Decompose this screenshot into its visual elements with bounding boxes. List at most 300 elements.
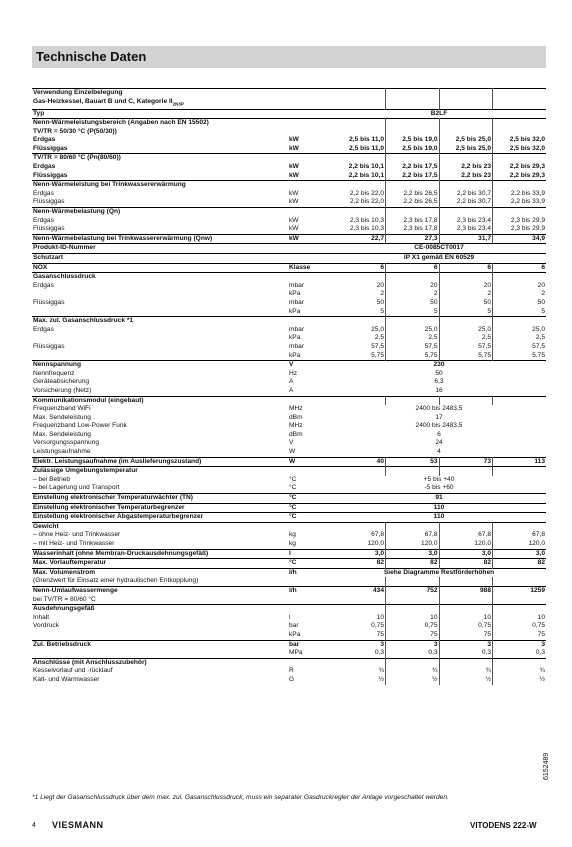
row-value — [386, 128, 440, 137]
table-row — [32, 326, 546, 335]
row-label: Erdgas — [33, 163, 56, 171]
footnote: *1 Liegt der Gasanschlussdruck über dem max. zul. Gasanschlussdruck, muss ein separater Gasdruckregler der Anlage vorgeschaltet werden. — [32, 794, 449, 801]
row-value: 3 — [332, 640, 386, 649]
row-value: 20 — [439, 282, 493, 291]
row-value: 2,3 bis 29,9 — [510, 225, 545, 233]
row-label: – bei Lagerung und Transport — [33, 484, 120, 492]
row-unit: bar — [289, 622, 299, 630]
table-row — [32, 605, 546, 614]
row-unit: V — [289, 439, 294, 447]
row-value: 75 — [439, 631, 493, 640]
table-row — [32, 181, 546, 190]
row-value: 2,5 bis 19,0 — [386, 136, 440, 145]
row-unit: MPa — [289, 649, 303, 657]
row-label: Schutzart — [32, 254, 288, 264]
row-value — [493, 658, 547, 667]
row-value: 0,75 — [439, 622, 493, 631]
row-unit: kPa — [289, 351, 301, 359]
row-label: Erdgas — [33, 216, 54, 224]
row-value: 2,3 bis 17,8 — [386, 225, 440, 234]
row-value: 5,75 — [332, 352, 386, 361]
table-row — [32, 494, 546, 504]
row-unit: kPa — [289, 334, 301, 342]
table-row — [32, 154, 546, 163]
row-label: Flüssiggas — [33, 298, 65, 306]
table-row — [32, 89, 546, 98]
row-label: Versorgungsspannung — [33, 439, 99, 447]
row-label: Kommunikationsmodul (eingebaut) — [32, 396, 288, 405]
row-value-span: 17 — [435, 413, 443, 421]
row-value — [493, 119, 547, 128]
row-label: Erdgas — [33, 281, 54, 289]
table-row — [32, 396, 546, 405]
row-value: 2,5 — [535, 334, 545, 342]
row-value — [439, 128, 493, 137]
row-value — [386, 317, 440, 326]
row-value: 2,2 bis 10,1 — [332, 163, 386, 172]
row-unit: Klasse — [288, 263, 332, 273]
row-unit: mbar — [289, 325, 305, 333]
row-value: 5 — [332, 308, 386, 317]
table-row — [32, 317, 546, 326]
row-value-span: Siehe Diagramme Restförderhöhen — [332, 568, 546, 577]
row-label: Verwendung Einzelbelegung — [32, 89, 288, 98]
row-value: 57,5 — [532, 342, 545, 350]
row-unit — [288, 396, 332, 405]
row-unit: kg — [289, 540, 296, 547]
row-unit: kW — [289, 198, 299, 206]
row-value: 2,5 bis 25,0 — [439, 145, 493, 154]
table-row — [32, 658, 546, 667]
row-value — [493, 208, 547, 217]
table-row — [32, 334, 546, 343]
row-unit — [288, 89, 332, 98]
row-value: 0,75 — [532, 622, 545, 630]
row-value — [439, 658, 493, 667]
row-unit: °C — [288, 503, 332, 513]
row-unit: mbar — [289, 298, 305, 306]
row-value: 2,5 bis 32,0 — [509, 144, 545, 152]
row-label: Einstellung elektronischer Temperaturwächter (TN) — [32, 494, 288, 504]
table-row — [32, 370, 546, 379]
row-unit: W — [289, 448, 296, 456]
row-value: 5 — [439, 308, 493, 317]
row-value: 10 — [537, 613, 545, 621]
row-unit: kW — [289, 216, 299, 224]
row-value — [386, 396, 440, 405]
row-value — [386, 89, 440, 98]
row-value: ¾ — [439, 667, 493, 676]
row-value — [439, 208, 493, 217]
brand-logo: VIESMANN — [52, 820, 104, 830]
row-value — [332, 396, 386, 405]
row-value — [332, 128, 386, 137]
table-row — [32, 622, 546, 631]
row-label: – ohne Heiz- und Trinkwasser — [33, 531, 121, 539]
row-value — [386, 273, 440, 282]
row-value: 2,2 bis 30,7 — [439, 190, 493, 199]
row-value — [493, 128, 547, 137]
row-value-span: CE-0085CT0017 — [332, 244, 546, 254]
row-label: Kesselvorlauf und -rücklauf — [33, 667, 113, 675]
row-value — [332, 596, 386, 605]
table-row — [32, 596, 546, 605]
row-label: Frequenzband Low-Power Funk — [33, 422, 127, 430]
row-unit — [288, 208, 332, 217]
row-value: 50 — [332, 299, 386, 308]
table-row — [32, 559, 546, 569]
row-label: Nennspannung — [32, 361, 288, 370]
row-label: (Grenzwert für Einsatz einer hydraulischen Entkopplung) — [33, 577, 199, 585]
row-value: 67,8 — [332, 531, 386, 540]
row-value-span: 110 — [332, 503, 546, 513]
row-value — [493, 273, 547, 282]
row-value: 2,5 bis 11,0 — [332, 136, 386, 145]
row-value: 5 — [541, 307, 545, 315]
row-label: – bei Betrieb — [33, 475, 71, 483]
row-value: 2,3 bis 10,3 — [332, 225, 386, 234]
row-value: 120,0 — [332, 540, 386, 549]
row-value — [332, 119, 386, 128]
row-label: Flüssiggas — [33, 144, 68, 152]
row-value: 6 — [493, 263, 547, 273]
row-value: ¾ — [539, 667, 545, 675]
row-unit — [288, 658, 332, 667]
row-value: 67,8 — [532, 531, 545, 539]
row-value — [386, 98, 440, 109]
row-label: Nenn-Wärmeleistungsbereich (Angaben nach EN 15502) — [32, 119, 288, 128]
row-unit — [288, 109, 332, 119]
row-value — [439, 154, 493, 163]
row-unit: l/h — [288, 568, 332, 577]
table-row — [32, 414, 546, 423]
row-unit: °C — [288, 513, 332, 523]
row-unit: kW — [289, 144, 299, 152]
row-value: 53 — [386, 457, 440, 467]
row-unit: kg — [289, 531, 296, 539]
row-unit: kW — [289, 225, 299, 233]
row-value — [439, 98, 493, 109]
row-value — [493, 522, 547, 531]
row-value: ½ — [439, 676, 493, 685]
row-value: 25,0 — [332, 326, 386, 335]
row-value: 120,0 — [386, 540, 440, 549]
row-label: Zul. Betriebsdruck — [32, 640, 288, 649]
row-value: 2,5 bis 19,0 — [386, 145, 440, 154]
row-value — [386, 577, 440, 586]
row-unit — [288, 577, 332, 586]
row-value: 2,5 bis 11,0 — [332, 145, 386, 154]
row-value: 2,2 bis 33,9 — [510, 189, 545, 197]
table-row — [32, 145, 546, 154]
row-value: 22,7 — [332, 234, 386, 244]
row-value: 120,0 — [528, 540, 545, 547]
row-unit: mbar — [289, 281, 305, 289]
row-value: 75 — [537, 630, 545, 638]
row-value — [386, 596, 440, 605]
row-value: 2,2 bis 29,3 — [509, 163, 545, 171]
row-value — [332, 658, 386, 667]
row-value — [439, 577, 493, 586]
row-value-span: 24 — [435, 439, 443, 447]
row-value: 2,3 bis 29,9 — [510, 216, 545, 224]
row-value: ¾ — [386, 667, 440, 676]
row-label: TV/TR = 80/60 °C (Pn(80/60)) — [32, 154, 288, 163]
table-row — [32, 640, 546, 649]
table-row — [32, 378, 546, 387]
row-value: 40 — [332, 457, 386, 467]
row-label: Einstellung elektronischer Temperaturbegrenzer — [32, 503, 288, 513]
table-row — [32, 614, 546, 623]
row-value: 2,3 bis 23,4 — [439, 225, 493, 234]
row-value: 31,7 — [439, 234, 493, 244]
table-row — [32, 649, 546, 658]
row-unit — [288, 596, 332, 605]
table-row — [32, 484, 546, 493]
row-value: 10 — [386, 614, 440, 623]
row-unit: kW — [289, 136, 299, 144]
table-row — [32, 217, 546, 226]
row-value: 2 — [439, 290, 493, 299]
row-label: Typ — [32, 109, 288, 119]
row-value: 2,2 bis 30,7 — [439, 198, 493, 207]
row-unit: l/h — [288, 586, 332, 595]
row-value — [493, 317, 547, 326]
row-unit: V — [288, 361, 332, 370]
row-unit: kPa — [289, 630, 301, 638]
row-value: 2,2 bis 26,5 — [386, 190, 440, 199]
row-value: 2 — [541, 290, 545, 298]
row-label: Erdgas — [33, 189, 54, 197]
table-row — [32, 343, 546, 352]
row-value: 2 — [386, 290, 440, 299]
row-value — [439, 522, 493, 531]
row-value — [332, 154, 386, 163]
row-value: 25,0 — [532, 325, 545, 333]
table-row — [32, 676, 546, 685]
row-unit — [288, 254, 332, 264]
row-value: 2,5 — [332, 334, 386, 343]
table-row — [32, 172, 546, 181]
row-label: Max. Volumenstrom — [32, 568, 288, 577]
row-value — [493, 154, 547, 163]
row-label: Vordruck — [33, 622, 60, 630]
row-value: 67,8 — [439, 531, 493, 540]
row-label: Max. zul. Gasanschlussdruck *1 — [32, 317, 288, 326]
row-value: 2,2 bis 10,1 — [332, 172, 386, 181]
row-value: 57,5 — [386, 343, 440, 352]
row-value: 5,75 — [386, 352, 440, 361]
row-value: 3 — [386, 640, 440, 649]
row-value: ½ — [332, 676, 386, 685]
row-label: Flüssiggas — [33, 225, 65, 233]
row-value-span: 110 — [332, 513, 546, 523]
row-value: 0,3 — [439, 649, 493, 658]
row-unit: Hz — [289, 369, 298, 377]
table-row — [32, 198, 546, 207]
row-label: Anschlüsse (mit Anschlusszubehör) — [32, 658, 288, 667]
table-row — [32, 308, 546, 317]
table-row — [32, 208, 546, 217]
table-row — [32, 128, 546, 137]
table-row — [32, 531, 546, 540]
row-value — [386, 208, 440, 217]
table-row — [32, 476, 546, 485]
row-value — [386, 154, 440, 163]
table-row — [32, 503, 546, 513]
row-value: 82 — [332, 559, 386, 569]
row-label: Erdgas — [33, 136, 56, 144]
table-row — [32, 234, 546, 244]
table-row — [32, 290, 546, 299]
row-label: Nenn-Wärmeleistung bei Trinkwassererwärmung — [32, 181, 288, 190]
row-label: Flüssiggas — [33, 171, 68, 179]
row-value — [332, 89, 386, 98]
row-value — [439, 273, 493, 282]
row-unit: kW — [289, 163, 299, 171]
row-value: 120,0 — [439, 540, 493, 549]
row-unit — [288, 467, 332, 476]
row-value — [332, 317, 386, 326]
row-value: 0,3 — [332, 649, 386, 658]
row-unit: kPa — [289, 307, 301, 315]
row-unit — [288, 181, 332, 190]
row-value-span: 2400 bis 2483,5 — [415, 422, 463, 430]
row-value: 50 — [537, 298, 545, 306]
row-label: – mit Heiz- und Trinkwasser — [33, 540, 115, 547]
table-row — [32, 254, 546, 264]
row-value-span: 6 — [437, 430, 441, 438]
table-row — [32, 352, 546, 361]
row-unit — [288, 244, 332, 254]
row-value-span: 6,3 — [434, 378, 444, 386]
table-row — [32, 263, 546, 273]
row-value-span: 230 — [332, 361, 546, 370]
row-value: 3 — [493, 640, 547, 649]
row-label: Leistungsaufnahme — [33, 448, 91, 456]
row-value: 2,5 bis 32,0 — [509, 136, 545, 144]
row-unit — [288, 119, 332, 128]
row-unit: °C — [289, 475, 297, 483]
table-row — [32, 225, 546, 234]
row-value: 10 — [332, 614, 386, 623]
row-value — [493, 467, 547, 476]
row-value — [493, 605, 547, 614]
row-value: 73 — [439, 457, 493, 467]
row-unit: R — [289, 667, 294, 675]
row-value: 75 — [332, 631, 386, 640]
row-label: Max. Sendeleistung — [33, 430, 91, 438]
row-unit: dBm — [289, 413, 303, 421]
row-value — [386, 119, 440, 128]
row-value — [439, 89, 493, 98]
table-row — [32, 586, 546, 595]
row-value — [493, 596, 547, 605]
row-value: 2,2 bis 23 — [439, 172, 493, 181]
row-value-span: 2400 bis 2483,5 — [415, 405, 463, 413]
row-value: 57,5 — [439, 343, 493, 352]
page-title: Technische Daten — [36, 49, 147, 64]
row-value: 2,2 bis 22,0 — [332, 190, 386, 199]
technical-data-table — [32, 88, 546, 685]
table-row — [32, 136, 546, 145]
row-value: 2,5 bis 25,0 — [439, 136, 493, 145]
row-value: 67,8 — [386, 531, 440, 540]
row-label: Flüssiggas — [33, 342, 65, 350]
row-unit — [288, 317, 332, 326]
row-value: 20 — [537, 281, 545, 289]
row-value: 2,3 bis 10,3 — [332, 217, 386, 226]
table-row — [32, 667, 546, 676]
row-value: 20 — [386, 282, 440, 291]
table-row — [32, 244, 546, 254]
row-value — [439, 596, 493, 605]
row-value: 6 — [332, 263, 386, 273]
row-unit: °C — [288, 559, 332, 569]
row-value: 1259 — [493, 586, 547, 595]
row-value — [493, 98, 547, 109]
row-value: 2,2 bis 17,5 — [386, 163, 440, 172]
document-code: 6152489 — [543, 752, 550, 780]
row-value: 434 — [332, 586, 386, 595]
row-value: 0,75 — [332, 622, 386, 631]
row-value: 5,75 — [439, 352, 493, 361]
table-row — [32, 513, 546, 523]
row-value: 82 — [439, 559, 493, 569]
table-row — [32, 273, 546, 282]
row-unit: MHz — [289, 405, 303, 413]
row-value: 3,0 — [439, 549, 493, 559]
row-label: bei TV/TR = 80/60 °C — [33, 595, 96, 603]
table-row — [32, 431, 546, 440]
row-label — [32, 334, 288, 343]
row-unit: °C — [288, 494, 332, 504]
row-value: 34,9 — [493, 234, 547, 244]
table-row — [32, 299, 546, 308]
row-unit: bar — [288, 640, 332, 649]
row-unit: l — [288, 549, 332, 559]
row-unit: A — [289, 386, 294, 394]
row-value-span: +5 bis +40 — [423, 475, 455, 483]
row-value-span: -5 bis +60 — [424, 484, 454, 492]
row-value: 2,5 — [439, 334, 493, 343]
table-row — [32, 119, 546, 128]
row-label — [32, 352, 288, 361]
row-value: ½ — [386, 676, 440, 685]
row-label: Nenn-Wärmebelastung bei Trinkwassererwärmung (Qnw) — [32, 234, 288, 244]
row-value: 2,2 bis 26,5 — [386, 198, 440, 207]
row-value — [332, 208, 386, 217]
row-value: 3,0 — [332, 549, 386, 559]
row-value-span: IP X1 gemäß EN 60529 — [332, 254, 546, 264]
row-value: 27,3 — [386, 234, 440, 244]
row-value: 2,3 bis 17,8 — [386, 217, 440, 226]
row-label: Einstellung elektronischer Abgastemperaturbegrenzer — [32, 513, 288, 523]
row-value: 113 — [493, 457, 547, 467]
row-label: Max. Sendeleistung — [33, 413, 91, 421]
table-row — [32, 190, 546, 199]
row-value — [332, 522, 386, 531]
row-value: 0,3 — [535, 649, 545, 657]
table-row — [32, 109, 546, 119]
table-row — [32, 577, 546, 586]
row-value: 50 — [386, 299, 440, 308]
row-label: Gasanschlussdruck — [32, 273, 288, 282]
row-value: 6 — [386, 263, 440, 273]
row-unit: MHz — [289, 422, 303, 430]
row-unit: G — [289, 675, 295, 683]
row-label: TV/TR = 50/30 °C (P(50/30)) — [33, 127, 117, 135]
